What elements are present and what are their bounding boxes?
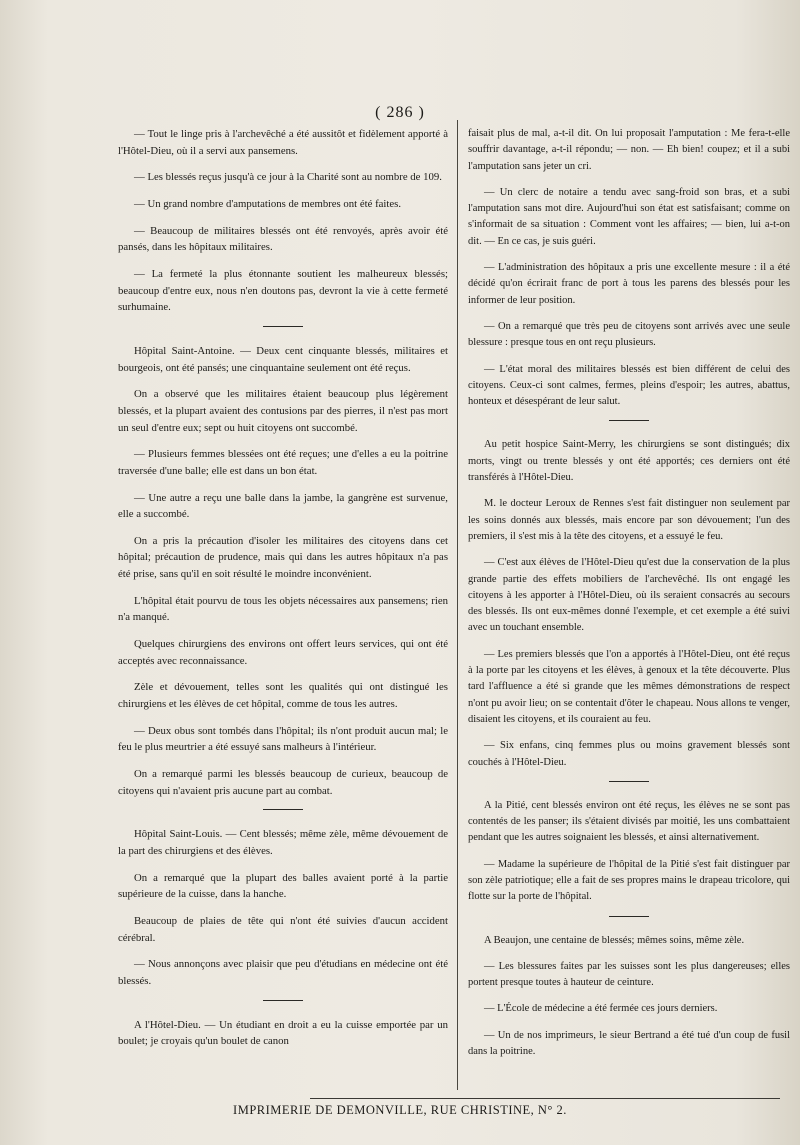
paragraph: — Six enfans, cinq femmes plus ou moins gravement blessés sont couchés à l'Hôtel-Dieu. bbox=[468, 740, 790, 768]
page-number: ( 286 ) bbox=[375, 104, 425, 121]
section-divider bbox=[609, 781, 649, 782]
section-divider bbox=[263, 1000, 303, 1001]
paragraph: — Deux obus sont tombés dans l'hôpital; ils n'ont produit aucun mal; le feu le plus meurtrier a été essuyé sans malheurs à l'intérieur. bbox=[118, 724, 448, 754]
paragraph: L'hôpital était pourvu de tous les objets nécessaires aux pansemens; rien n'a manqué. bbox=[118, 594, 448, 624]
paragraph: Quelques chirurgiens des environs ont offert leurs services, qui ont été acceptés avec reconnaissance. bbox=[118, 638, 448, 667]
paragraph: — Les premiers blessés que l'on a apportés à l'Hôtel-Dieu, ont été reçus à la porte par les citoyens et les élèves, à genoux et la tête découverte. Plus tard l'affluence a été si grande que les mêmes démonstrations de respect n'ont pu avoir lieu; on se contentait d'ôter le chapeau. Nous allons te venger, disaient les citoyens, et ils couraient au feu. bbox=[468, 648, 790, 725]
paragraph: — Tout le linge pris à l'archevêché a été aussitôt et fidèlement apporté à l'Hôtel-Dieu, où il a servi aux pansemens. bbox=[118, 128, 448, 157]
paragraph: On a observé que les militaires étaient beaucoup plus légèrement blessés, et la plupart avaient des contusions par des pierres, il n'est pas mort un seul d'entre eux; sept ou huit citoyens ont succombé. bbox=[118, 388, 448, 434]
paragraph: — Un de nos imprimeurs, le sieur Bertrand a été tué d'un coup de fusil dans la poitrine. bbox=[468, 1029, 790, 1058]
paragraph: — Une autre a reçu une balle dans la jambe, la gangrène est survenue, elle a succombé. bbox=[118, 491, 448, 521]
paragraph: A la Pitié, cent blessés environ ont été reçus, les élèves ne se sont pas contentés de les panser; ils s'étaient divisés par moitié, les uns combattaient pendant que les autres soignaient les blessés, et ainsi alternativement. bbox=[468, 799, 790, 844]
paragraph: — C'est aux élèves de l'Hôtel-Dieu qu'est due la conservation de la plus grande partie des effets mobiliers de l'archevêché. Ils ont engagé les citoyens à les apporter à l'Hôtel-Dieu, où ils seraient consacrés au secours des blessés. Ils ont eux-mêmes donné l'exemple, et cet exemple a été suivi avec un touchant ensemble. bbox=[468, 557, 790, 634]
paragraph: — Un clerc de notaire a tendu avec sang-froid son bras, et a subi l'amputation sans mot dire. Aujourd'hui son état est satisfaisant; comme on s'informait de sa situation : Comment vont les affaires; — bien, lui a-t-on dit. — En ce cas, je suis guéri. bbox=[468, 186, 790, 247]
paragraph: A Beaujon, une centaine de blessés; mêmes soins, même zèle. bbox=[484, 934, 745, 946]
paragraph: On a remarqué parmi les blessés beaucoup de curieux, beaucoup de citoyens qui n'avaient pris aucune part au combat. bbox=[118, 768, 448, 797]
paragraph: faisait plus de mal, a-t-il dit. On lui proposait l'amputation : Me fera-t-elle souffrir davantage, a-t-il répondu; — non. — Eh bien! coupez; et il a subi l'amputation sans jeter un cri. bbox=[468, 128, 790, 172]
paragraph: Zèle et dévouement, telles sont les qualités qui ont distingué les chirurgiens et les élèves de cet hôpital, comme de tous les autres. bbox=[118, 681, 448, 711]
left-column bbox=[118, 126, 448, 1060]
paragraph: — L'administration des hôpitaux a pris une excellente mesure : il a été décidé qu'on écrirait franc de port à tous les parens des blessés pour les informer de leur position. bbox=[468, 262, 790, 306]
paragraph: A l'Hôtel-Dieu. — Un étudiant en droit a eu la cuisse emportée par un boulet; je croyais qu'un boulet de canon bbox=[118, 1018, 448, 1048]
paragraph: Au petit hospice Saint-Merry, les chirurgiens se sont distingués; dix morts, vingt ou trente blessés y ont été apportés; ces derniers ont été transférés à l'Hôtel-Dieu. bbox=[468, 439, 790, 484]
right-column bbox=[468, 126, 790, 1070]
paragraph: — Madame la supérieure de l'hôpital de la Pitié s'est fait distinguer par son zèle patriotique; elle a fait de ses propres mains le drapeau tricolore, qui flotte sur la porte de l'hôpital. bbox=[468, 858, 790, 903]
paragraph: On a pris la précaution d'isoler les militaires des citoyens dans cet hôpital; précaution de prudence, mais qui dans les autres hôpitaux n'a pas été prise, sans qu'il en soit résulté le moindre inconvénient. bbox=[118, 534, 448, 581]
paragraph: — Beaucoup de militaires blessés ont été renvoyés, après avoir été pansés, dans les hôpitaux militaires. bbox=[118, 224, 448, 254]
paragraph: Hôpital Saint-Louis. — Cent blessés; même zèle, même dévouement de la part des chirurgiens et des élèves. bbox=[118, 828, 448, 857]
paragraph: On a remarqué que la plupart des balles avaient porté à la partie supérieure de la cuisse, dans la hanche. bbox=[118, 871, 448, 901]
paragraph: — Un grand nombre d'amputations de membres ont été faites. bbox=[134, 197, 402, 210]
paragraph: Hôpital Saint-Antoine. — Deux cent cinquante blessés, militaires et bourgeois, ont été pansés; une cinquantaine seulement ont été reçus. bbox=[118, 344, 448, 374]
paragraph: — Nous annonçons avec plaisir que peu d'étudians en médecine ont été blessés. bbox=[118, 958, 448, 987]
paragraph: — L'École de médecine a été fermée ces jours derniers. bbox=[484, 1003, 718, 1015]
paragraph: M. le docteur Leroux de Rennes s'est fait distinguer non seulement par les soins donnés aux blessés, mais encore par son dévouement; l'un des premiers, il s'est mis à la tête des citoyens, et a essuyé le feu. bbox=[468, 498, 790, 542]
paragraph: — L'état moral des militaires blessés est bien différent de celui des citoyens. Ceux-ci sont calmes, fermes, pleins d'espoir; les autres, abattus, honteux et désespérant de leur salut. bbox=[468, 363, 790, 408]
paragraph: — La fermeté la plus étonnante soutient les malheureux blessés; beaucoup d'entre eux, nous n'en doutons pas, devront la vie à cette fermeté surhumaine. bbox=[118, 267, 448, 314]
section-divider bbox=[609, 916, 649, 917]
paragraph: — Plusieurs femmes blessées ont été reçues; une d'elles a eu la poitrine traversée d'une balle; elle est dans un bon état. bbox=[118, 448, 448, 477]
paragraph: — Les blessés reçus jusqu'à ce jour à la Charité sont au nombre de 109. bbox=[134, 171, 442, 184]
section-divider bbox=[263, 809, 303, 810]
paragraph: — On a remarqué que très peu de citoyens sont arrivés avec une seule blessure : presque tous en ont reçu plusieurs. bbox=[468, 320, 790, 349]
paragraph: Beaucoup de plaies de tête qui n'ont été suivies d'aucun accident cérébral. bbox=[118, 914, 448, 944]
paragraph: — Les blessures faites par les suisses sont les plus dangereuses; elles portent presque toutes à hauteur de ceinture. bbox=[468, 960, 790, 989]
column-divider bbox=[457, 120, 458, 1090]
section-divider bbox=[609, 420, 649, 421]
printer-footer: IMPRIMERIE DE DEMONVILLE, RUE CHRISTINE, N° 2. bbox=[233, 1103, 567, 1117]
footer-rule bbox=[310, 1098, 780, 1099]
section-divider bbox=[263, 326, 303, 327]
